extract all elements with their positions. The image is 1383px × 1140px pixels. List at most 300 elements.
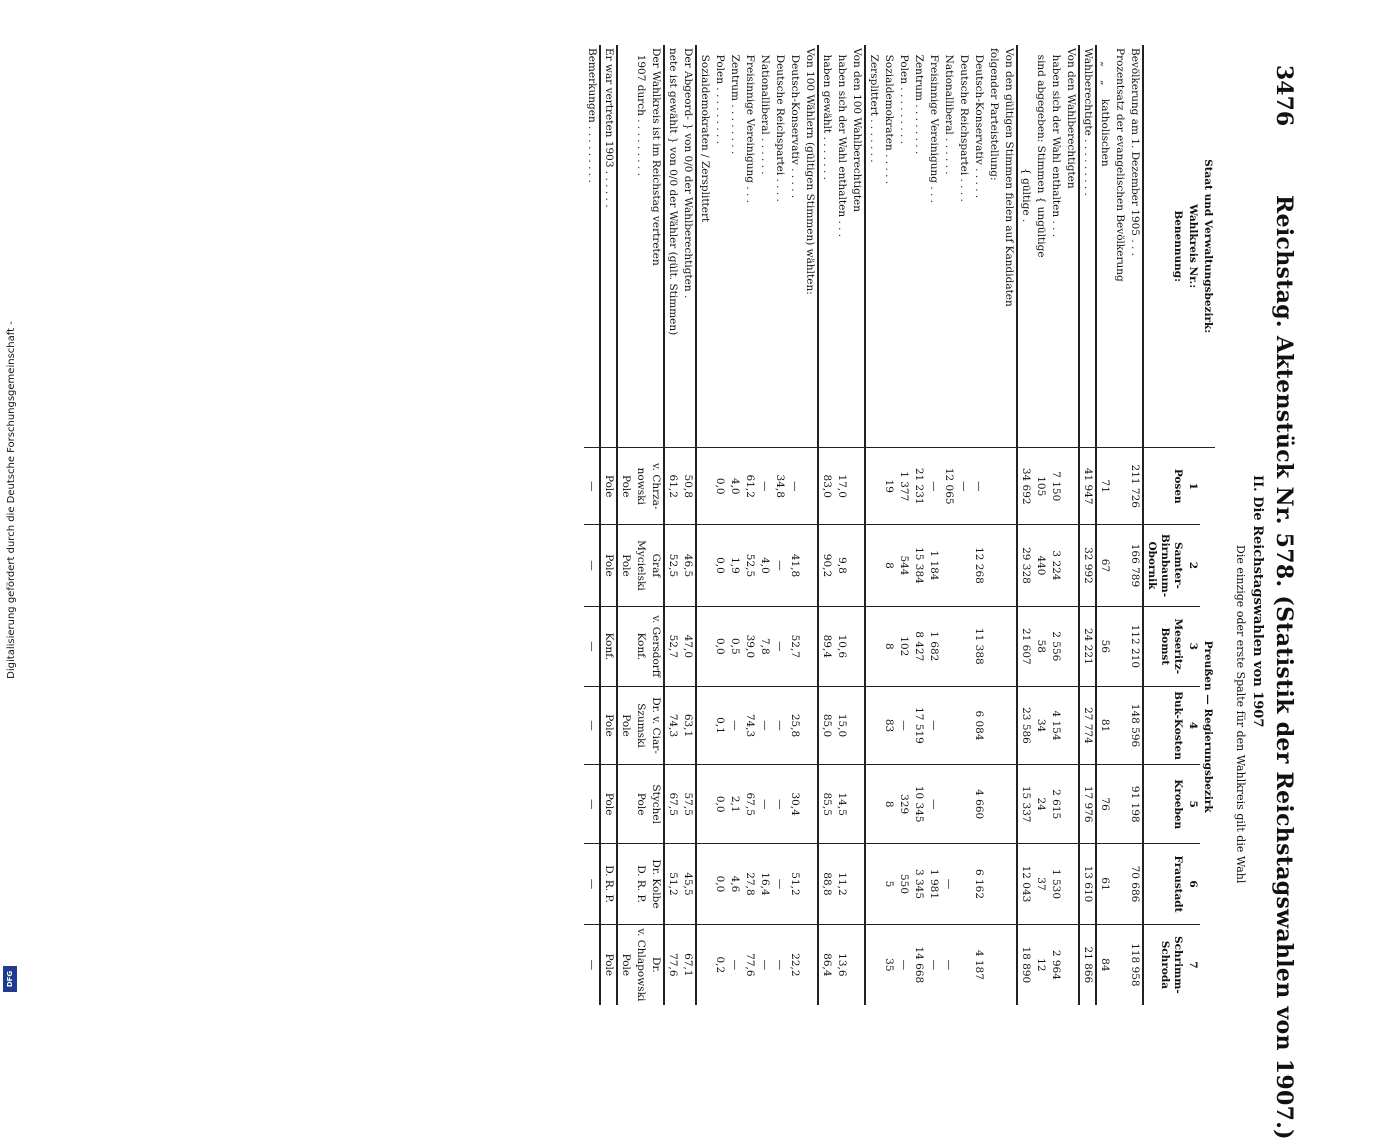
table-cell: 67,1 <box>680 924 696 1005</box>
table-cell: — <box>941 924 956 1005</box>
table-cell: 22,2 <box>787 924 802 1005</box>
table-cell: 13 610 <box>1079 844 1096 924</box>
table-cell <box>696 765 712 844</box>
table-cell: 1 682 <box>926 606 941 686</box>
table-cell <box>1001 844 1017 924</box>
table-cell: — <box>757 448 772 525</box>
table-cell: 112 210 <box>1127 606 1143 686</box>
table-cell: 4,0 <box>757 525 772 607</box>
table-cell: 76 <box>1096 765 1112 844</box>
table-cell <box>802 606 818 686</box>
table-cell: 14 668 <box>911 924 926 1005</box>
table-row <box>818 45 834 1005</box>
table-cell: 70 686 <box>1127 844 1143 924</box>
table-cell: Pole <box>600 525 617 607</box>
table-cell: — <box>584 448 600 525</box>
table-row <box>986 45 1001 1005</box>
table-cell <box>849 924 865 1005</box>
table-cell <box>986 765 1001 844</box>
table-cell: 0,1 <box>712 686 727 764</box>
table-row <box>757 45 772 1005</box>
table-cell <box>802 924 818 1005</box>
table-cell: — <box>584 844 600 924</box>
table-row <box>926 45 941 1005</box>
row-label: haben sich der Wahl enthalten . . . <box>836 48 848 238</box>
table-cell: — <box>757 686 772 764</box>
table-cell <box>1112 525 1127 607</box>
table-row <box>941 45 956 1005</box>
column-name: Kroeben <box>1143 765 1185 844</box>
table-cell: 81 <box>1096 686 1112 764</box>
table-cell: 2 964 <box>1048 924 1063 1005</box>
table-cell <box>1063 765 1079 844</box>
table-cell: — <box>584 924 600 1005</box>
table-cell: 15 384 <box>911 525 926 607</box>
table-cell: Konf. <box>633 606 648 686</box>
table-cell: 61,2 <box>742 448 757 525</box>
row-label: Von den 100 Wahlberechtigten <box>849 45 865 448</box>
table-cell: 16,4 <box>757 844 772 924</box>
table-cell <box>1063 844 1079 924</box>
table-row <box>1048 45 1063 1005</box>
row-label: Deutsch-Konservativ . . . . . <box>973 48 985 199</box>
table-cell: — <box>772 765 787 844</box>
row-label: Bemerkungen . . . . . . . . . <box>584 45 600 448</box>
row-label: Von den gültigen Stimmen fielen auf Kandidaten <box>1001 45 1017 448</box>
table-cell <box>849 686 865 764</box>
row-label: Sozialdemokraten . . . . . <box>883 48 895 185</box>
table-cell: 12 043 <box>1017 844 1033 924</box>
table-cell <box>802 765 818 844</box>
table-row <box>881 45 896 1005</box>
column-nr: 5 <box>1185 765 1200 844</box>
table-cell <box>1112 844 1127 924</box>
column-nr: 4 <box>1185 686 1200 764</box>
table-cell: 329 <box>896 765 911 844</box>
table-cell <box>941 606 956 686</box>
table-cell <box>849 525 865 607</box>
table-cell: 10,6 <box>834 606 849 686</box>
row-label: 1907 durch . . . . . . . . . <box>635 48 647 176</box>
table-cell <box>802 448 818 525</box>
table-cell: 85,5 <box>818 765 834 844</box>
page-header <box>1234 45 1305 1140</box>
table-cell: 148 596 <box>1127 686 1143 764</box>
table-cell <box>849 606 865 686</box>
table-cell <box>865 448 881 525</box>
table-cell: 0,0 <box>712 448 727 525</box>
page-title: Reichstag. Aktenstück Nr. 578. (Statistik der Reichstagswahlen von 1907.) <box>1271 195 1297 1140</box>
row-label: „ „ katholischen <box>1099 48 1111 167</box>
scanned-page <box>225 45 1305 1140</box>
table-row <box>971 45 986 1005</box>
credit-text: Digitalisierung gefördert durch die Deutsche Forschungsgemeinschaft - <box>6 321 17 679</box>
table-cell: 1 530 <box>1048 844 1063 924</box>
table-row <box>617 45 633 1005</box>
table-cell: 13,6 <box>834 924 849 1005</box>
table-cell: 35 <box>881 924 896 1005</box>
table-cell <box>865 924 881 1005</box>
table-cell: 9,8 <box>834 525 849 607</box>
table-cell: D. R. P. <box>600 844 617 924</box>
table-cell: 6 084 <box>971 686 986 764</box>
table-row <box>742 45 757 1005</box>
table-cell <box>1112 765 1127 844</box>
table-cell <box>865 765 881 844</box>
table-cell <box>696 686 712 764</box>
table-cell <box>1063 606 1079 686</box>
column-nr: 7 <box>1185 924 1200 1005</box>
table-row <box>834 45 849 1005</box>
table-cell: nowski <box>633 448 648 525</box>
table-row <box>1079 45 1096 1005</box>
table-cell: 3 345 <box>911 844 926 924</box>
table-cell: 58 <box>1033 606 1048 686</box>
table-cell: 67,5 <box>664 765 680 844</box>
table-row <box>712 45 727 1005</box>
table-cell <box>802 686 818 764</box>
table-cell: — <box>896 686 911 764</box>
table-cell: 34 692 <box>1017 448 1033 525</box>
table-cell: 1,9 <box>727 525 742 607</box>
table-cell: — <box>926 448 941 525</box>
table-cell: 19 <box>881 448 896 525</box>
row-label: Der Abgeord- } von 0/0 der Wahlberechtigten . <box>680 45 696 448</box>
table-cell <box>986 525 1001 607</box>
table-row <box>849 45 865 1005</box>
digitization-credit <box>2 0 18 1000</box>
table-cell: 74,3 <box>664 686 680 764</box>
table-cell <box>1001 606 1017 686</box>
table-cell: 102 <box>896 606 911 686</box>
table-cell: 32 992 <box>1079 525 1096 607</box>
table-cell <box>1112 606 1127 686</box>
table-cell: 544 <box>896 525 911 607</box>
table-cell <box>986 606 1001 686</box>
table-cell: 4 187 <box>971 924 986 1005</box>
table-cell <box>865 686 881 764</box>
table-cell: 52,7 <box>787 606 802 686</box>
table-cell: 23 586 <box>1017 686 1033 764</box>
state-column-header: Staat und Verwaltungsbezirk: <box>1202 159 1214 334</box>
table-cell: — <box>772 606 787 686</box>
table-cell <box>956 924 971 1005</box>
table-cell <box>1063 924 1079 1005</box>
table-cell: Pole <box>617 448 633 525</box>
table-cell: 0,0 <box>712 525 727 607</box>
table-cell: 27 774 <box>1079 686 1096 764</box>
table-cell: 71 <box>1096 448 1112 525</box>
column-nr: 3 <box>1185 606 1200 686</box>
table-cell: — <box>772 844 787 924</box>
table-cell <box>865 525 881 607</box>
table-cell: 4 154 <box>1048 686 1063 764</box>
table-cell: 83 <box>881 686 896 764</box>
row-label: Zentrum . . . . . . . . <box>913 48 925 155</box>
table-cell: — <box>941 844 956 924</box>
table-cell: 90,2 <box>818 525 834 607</box>
table-cell: — <box>926 924 941 1005</box>
column-nr: 1 <box>1185 448 1200 525</box>
table-row <box>1096 45 1112 1005</box>
table-cell: 30,4 <box>787 765 802 844</box>
table-row <box>802 45 818 1005</box>
row-label: { gültige . <box>1020 48 1032 223</box>
table-cell: — <box>772 525 787 607</box>
table-cell <box>849 448 865 525</box>
table-row <box>1112 45 1127 1005</box>
table-cell: 88,8 <box>818 844 834 924</box>
row-label: nete ist gewählt } von 0/0 der Wähler (gült. Stimmen) <box>667 48 679 336</box>
table-cell <box>986 686 1001 764</box>
statistics-table <box>584 45 1215 1005</box>
table-cell <box>696 844 712 924</box>
table-cell: 11,2 <box>834 844 849 924</box>
table-cell <box>986 448 1001 525</box>
row-label: Nationalliberal . . . . . . <box>943 48 955 175</box>
row-label <box>617 45 633 448</box>
column-name: Fraustadt <box>1143 844 1185 924</box>
table-cell: — <box>787 448 802 525</box>
table-cell: 1 377 <box>896 448 911 525</box>
table-cell: 57,5 <box>680 765 696 844</box>
table-cell <box>696 525 712 607</box>
table-row <box>772 45 787 1005</box>
table-row <box>600 45 617 1005</box>
table-cell: 27,8 <box>742 844 757 924</box>
table-cell: — <box>727 924 742 1005</box>
table-cell <box>941 765 956 844</box>
table-cell: Pole <box>600 686 617 764</box>
table-cell: 7,8 <box>757 606 772 686</box>
table-row <box>633 45 648 1005</box>
table-cell: 118 958 <box>1127 924 1143 1005</box>
table-cell: 39,0 <box>742 606 757 686</box>
table-cell: 56 <box>1096 606 1112 686</box>
row-label: Der Wahlkreis ist im Reichstag vertreten <box>648 45 664 448</box>
table-cell: 166 789 <box>1127 525 1143 607</box>
row-label: Sozialdemokraten / Zersplittert <box>699 48 711 223</box>
table-cell: 7 150 <box>1048 448 1063 525</box>
table-cell: — <box>584 686 600 764</box>
dfg-logo: DFG <box>3 966 17 992</box>
table-cell: 29 328 <box>1017 525 1033 607</box>
table-cell: 15,0 <box>834 686 849 764</box>
table-cell: 2 615 <box>1048 765 1063 844</box>
column-name: Buk-Kosten <box>1143 686 1185 764</box>
table-cell: 83,0 <box>818 448 834 525</box>
row-label: haben gewählt . . . . . . . <box>821 48 833 180</box>
table-cell: — <box>757 924 772 1005</box>
table-cell: Pole <box>617 525 633 607</box>
table-cell: 37 <box>1033 844 1048 924</box>
nr-row <box>1185 45 1200 1005</box>
table-row <box>680 45 696 1005</box>
table-cell: Pole <box>617 924 633 1005</box>
table-cell: 4,6 <box>727 844 742 924</box>
table-cell <box>986 844 1001 924</box>
table-cell: 0,0 <box>712 606 727 686</box>
table-cell: 440 <box>1033 525 1048 607</box>
table-cell: D. R. P. <box>633 844 648 924</box>
table-cell: — <box>727 686 742 764</box>
table-row <box>787 45 802 1005</box>
table-cell <box>802 525 818 607</box>
table-cell <box>1063 686 1079 764</box>
table-cell: Pole <box>617 686 633 764</box>
row-label: Polen . . . . . . . . . <box>714 48 726 145</box>
table-header-row <box>1200 45 1215 1005</box>
table-cell: Pole <box>600 924 617 1005</box>
row-label: Polen . . . . . . . . . <box>898 48 910 145</box>
table-cell: 211 726 <box>1127 448 1143 525</box>
column-name: Posen <box>1143 448 1185 525</box>
column-name: Meseritz-Bomst <box>1143 606 1185 686</box>
table-cell: 41,8 <box>787 525 802 607</box>
table-cell <box>617 844 633 924</box>
table-row <box>1001 45 1017 1005</box>
table-cell: 1 981 <box>926 844 941 924</box>
section-note: Die einzige oder erste Spalte für den Wahlkreis gilt die Wahl <box>1234 545 1247 884</box>
table-cell: 12 065 <box>941 448 956 525</box>
table-cell: 77,6 <box>742 924 757 1005</box>
table-row <box>664 45 680 1005</box>
row-label: Prozentsatz der evangelischen Bevölkerung <box>1114 48 1126 282</box>
table-row <box>911 45 926 1005</box>
column-name: Schrimm-Schroda <box>1143 924 1185 1005</box>
row-label: Deutsche Reichspartei . . . . <box>958 48 970 202</box>
row-label: Nationalliberal . . . . . . <box>759 48 771 175</box>
table-cell <box>986 924 1001 1005</box>
table-cell: 0,2 <box>712 924 727 1005</box>
table-cell: Dr. v. Ciar- <box>648 686 664 764</box>
table-cell: 47,0 <box>680 606 696 686</box>
table-cell: — <box>926 765 941 844</box>
row-label: haben sich der Wahl enthalten . . . <box>1050 48 1062 238</box>
table-cell <box>696 448 712 525</box>
table-cell: 91 198 <box>1127 765 1143 844</box>
table-cell: 5 <box>881 844 896 924</box>
name-row <box>1143 45 1185 1005</box>
table-cell: 8 <box>881 765 896 844</box>
table-cell: — <box>757 765 772 844</box>
table-cell: 12 268 <box>971 525 986 607</box>
table-cell: 21 231 <box>911 448 926 525</box>
table-cell: 45,5 <box>680 844 696 924</box>
table-cell: 51,2 <box>664 844 680 924</box>
table-cell <box>956 844 971 924</box>
table-cell: 17 519 <box>911 686 926 764</box>
column-nr: 2 <box>1185 525 1200 607</box>
table-cell <box>865 844 881 924</box>
table-cell: — <box>926 686 941 764</box>
table-cell <box>1112 448 1127 525</box>
table-cell: 2 556 <box>1048 606 1063 686</box>
table-cell: — <box>584 765 600 844</box>
table-cell: 67,5 <box>742 765 757 844</box>
section-subtitle: II. Die Reichstagswahlen von 1907 <box>1250 475 1265 728</box>
table-cell: 18 890 <box>1017 924 1033 1005</box>
row-label: sind abgegeben: Stimmen { ungültige <box>1035 48 1047 258</box>
table-cell: 24 221 <box>1079 606 1096 686</box>
table-cell: 24 <box>1033 765 1048 844</box>
table-cell: Mycielski <box>633 525 648 607</box>
table-row <box>896 45 911 1005</box>
table-cell: 52,5 <box>664 525 680 607</box>
table-cell: 6 162 <box>971 844 986 924</box>
table-cell: 34 <box>1033 686 1048 764</box>
row-label: Zentrum . . . . . . . . <box>729 48 741 155</box>
table-row <box>696 45 712 1005</box>
table-cell <box>617 606 633 686</box>
table-cell <box>956 686 971 764</box>
table-row <box>1063 45 1079 1005</box>
table-cell: Graf <box>648 525 664 607</box>
table-cell: Dr. <box>648 924 664 1005</box>
table-cell: 67 <box>1096 525 1112 607</box>
table-cell: Pole <box>600 448 617 525</box>
table-row <box>1033 45 1048 1005</box>
table-cell: 52,5 <box>742 525 757 607</box>
table-cell <box>802 844 818 924</box>
wahlkreis-name-label: Benennung: <box>1172 210 1184 282</box>
table-cell <box>849 844 865 924</box>
table-row <box>956 45 971 1005</box>
table-cell: 550 <box>896 844 911 924</box>
table-cell: 8 427 <box>911 606 926 686</box>
table-cell: — <box>772 924 787 1005</box>
table-cell <box>956 606 971 686</box>
table-cell: — <box>584 606 600 686</box>
table-cell: 86,4 <box>818 924 834 1005</box>
table-cell <box>1001 765 1017 844</box>
row-label: Freisinnige Vereinigung . . . <box>928 48 940 203</box>
column-name: Samter-Birnbaum-Obornik <box>1143 525 1185 607</box>
table-cell: 50,8 <box>680 448 696 525</box>
table-cell: v. Chrza- <box>648 448 664 525</box>
table-cell: 2,1 <box>727 765 742 844</box>
table-cell: 4,0 <box>727 448 742 525</box>
table-row <box>1017 45 1033 1005</box>
table-cell: 61 <box>1096 844 1112 924</box>
table-cell: 84 <box>1096 924 1112 1005</box>
table-cell: 21 607 <box>1017 606 1033 686</box>
table-cell: 61,2 <box>664 448 680 525</box>
table-cell: — <box>896 924 911 1005</box>
table-cell: Pole <box>600 765 617 844</box>
table-cell: 12 <box>1033 924 1048 1005</box>
table-cell: 41 947 <box>1079 448 1096 525</box>
row-label: Deutsch-Konservativ . . . . . <box>789 48 801 199</box>
table-cell: 52,7 <box>664 606 680 686</box>
table-cell <box>849 765 865 844</box>
table-cell: Pole <box>633 765 648 844</box>
table-cell: 21 866 <box>1079 924 1096 1005</box>
table-row <box>865 45 881 1005</box>
table-cell <box>1063 525 1079 607</box>
table-row <box>727 45 742 1005</box>
table-cell: 8 <box>881 606 896 686</box>
table-cell: Dr. Kolbe <box>648 844 664 924</box>
table-cell: — <box>956 448 971 525</box>
row-label: Wahlberechtigte . . . . . . . . . <box>1079 45 1096 448</box>
wahlkreis-nr-label: Wahlkreis Nr.: <box>1187 204 1199 289</box>
table-cell: 0,5 <box>727 606 742 686</box>
row-label: folgender Parteistellung: <box>988 48 1000 181</box>
row-label: Von 100 Wählern (gültigen Stimmen) wählten: <box>802 45 818 448</box>
state-name: Preußen — Regierungsbezirk <box>1200 448 1215 1005</box>
table-cell: 105 <box>1033 448 1048 525</box>
